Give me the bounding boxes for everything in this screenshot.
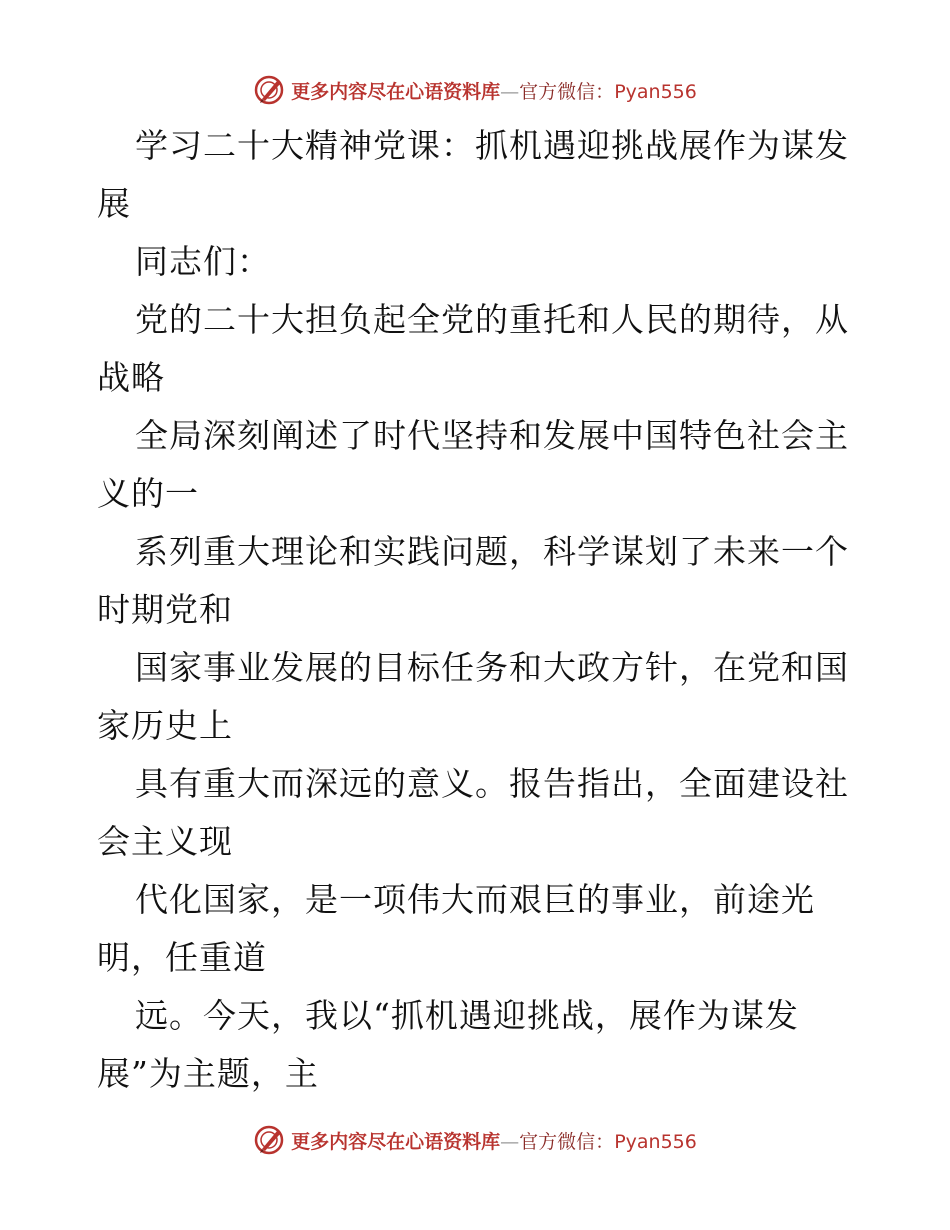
watermark-separator: —: [500, 80, 520, 103]
watermark-sub: 官方微信：: [519, 80, 615, 103]
text-line: 时期党和: [97, 590, 233, 629]
watermark-sub: 官方微信：: [519, 1130, 615, 1153]
watermark-text: [291, 77, 697, 104]
document-body: [97, 117, 857, 1103]
text-line: 展”为主题，主: [97, 1054, 319, 1093]
text-line: 系列重大理论和实践问题，科学谋划了未来一个: [135, 532, 849, 571]
text-line: 学习二十大精神党课：抓机遇迎挑战展作为谋发: [135, 126, 849, 165]
text-line: 全局深刻阐述了时代坚持和发展中国特色社会主: [135, 416, 849, 455]
watermark-id: Pyan556: [614, 1130, 697, 1153]
watermark-main: 更多内容尽在心语资料库: [291, 80, 501, 103]
text-line: 代化国家，是一项伟大而艰巨的事业，前途光: [135, 880, 815, 919]
watermark-id: Pyan556: [614, 80, 697, 103]
text-line: 明，任重道: [97, 938, 267, 977]
text-line: 战略: [97, 358, 165, 397]
text-line: 展: [97, 184, 131, 223]
header-watermark: [0, 70, 950, 110]
text-line: 家历史上: [97, 706, 233, 745]
footer-watermark: [0, 1120, 950, 1160]
pen-seal-icon: [253, 1124, 285, 1156]
text-line: 会主义现: [97, 822, 233, 861]
text-line: 义的一: [97, 474, 199, 513]
text-line: 党的二十大担负起全党的重托和人民的期待，从: [135, 300, 849, 339]
watermark-separator: —: [500, 1130, 520, 1153]
text-line: 具有重大而深远的意义。报告指出，全面建设社: [135, 764, 849, 803]
watermark-main: 更多内容尽在心语资料库: [291, 1130, 501, 1153]
text-line: 同志们：: [135, 242, 271, 281]
text-line: 国家事业发展的目标任务和大政方针，在党和国: [135, 648, 849, 687]
watermark-text: [291, 1127, 697, 1154]
text-line: 远。今天，我以“抓机遇迎挑战，展作为谋发: [135, 996, 799, 1035]
pen-seal-icon: [253, 74, 285, 106]
